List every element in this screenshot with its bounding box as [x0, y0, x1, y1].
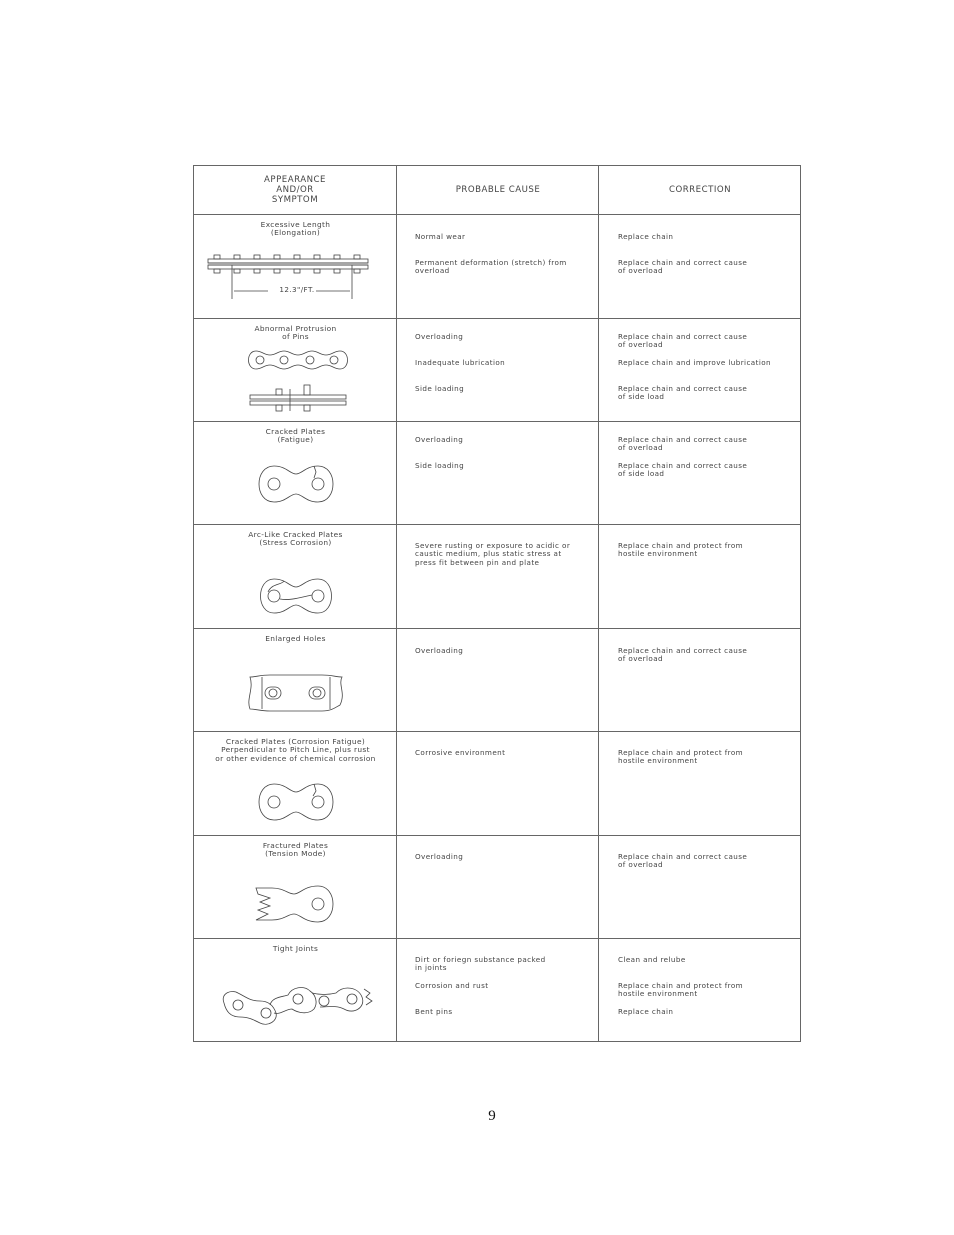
row-title: Arc-Like Cracked Plates (Stress Corrosion)	[248, 530, 343, 548]
cause-text: Permanent deformation (stretch) from overload	[415, 258, 567, 276]
row-title: Fractured Plates (Tension Mode)	[262, 841, 329, 859]
correction-text: Replace chain and correct cause of overload	[618, 852, 748, 870]
header-probable-cause: PROBABLE CAUSE	[455, 185, 541, 195]
cause-text: Overloading	[415, 852, 464, 861]
cause-text: Corrosion and rust	[415, 981, 489, 990]
elongated-chain-figure	[194, 245, 397, 305]
table-row-corrosion-fatigue	[194, 732, 800, 835]
fractured-plate-figure	[194, 880, 397, 928]
header-correction: CORRECTION	[668, 185, 732, 195]
cause-text: Side loading	[415, 461, 465, 470]
correction-text: Replace chain	[618, 232, 674, 241]
row-title: Excessive Length (Elongation)	[260, 220, 331, 238]
cause-text: Severe rusting or exposure to acidic or caustic medium, plus static stress at press fit between pin and plate	[415, 541, 571, 567]
correction-text: Replace chain and protect from hostile environment	[618, 748, 744, 766]
table-row-protrusion	[194, 319, 800, 421]
row-title: Enlarged Holes	[265, 634, 326, 643]
correction-text: Clean and relube	[618, 955, 686, 964]
correction-text: Replace chain and correct cause of overload	[618, 258, 748, 276]
correction-text: Replace chain	[618, 1007, 674, 1016]
cause-text: Inadequate lubrication	[415, 358, 506, 367]
correction-text: Replace chain and correct cause of overload	[618, 646, 748, 664]
correction-text: Replace chain and correct cause of side load	[618, 461, 748, 479]
protruding-pins-figure	[194, 345, 397, 415]
table-row-enlarged-holes	[194, 629, 800, 731]
page-number: 9	[488, 1108, 496, 1124]
correction-text: Replace chain and correct cause of overload	[618, 332, 748, 350]
correction-text: Replace chain and correct cause of side load	[618, 384, 748, 402]
cause-text: Dirt or foriegn substance packed in joints	[415, 955, 546, 973]
cause-text: Overloading	[415, 435, 464, 444]
elongation-measurement-label: 12.3"/FT.	[279, 285, 315, 294]
enlarged-holes-figure	[194, 669, 397, 719]
header-appearance: APPEARANCE AND/OR SYMPTOM	[264, 175, 326, 205]
row-title: Abnormal Protrusion of Pins	[254, 324, 337, 342]
row-title: Cracked Plates (Fatigue)	[265, 427, 326, 445]
troubleshooting-table	[193, 165, 801, 1042]
table-row-stress-corrosion	[194, 525, 800, 628]
tight-joints-chain-figure	[194, 975, 397, 1031]
table-row-elongation	[194, 215, 800, 318]
cause-text: Overloading	[415, 332, 464, 341]
correction-text: Replace chain and correct cause of overload	[618, 435, 748, 453]
row-title: Tight Joints	[272, 944, 319, 953]
table-row-tight-joints	[194, 939, 800, 1042]
cause-text: Side loading	[415, 384, 465, 393]
cause-text: Corrosive environment	[415, 748, 506, 757]
cause-text: Normal wear	[415, 232, 466, 241]
arc-cracked-plate-figure	[194, 575, 397, 619]
row-title: Cracked Plates (Corrosion Fatigue) Perpendicular to Pitch Line, plus rust or other evidence of chemical corrosion	[215, 737, 376, 763]
correction-text: Replace chain and protect from hostile environment	[618, 981, 744, 999]
table-row-fatigue	[194, 422, 800, 524]
cause-text: Overloading	[415, 646, 464, 655]
cause-text: Bent pins	[415, 1007, 453, 1016]
correction-text: Replace chain and improve lubrication	[618, 358, 771, 367]
cracked-plate-figure	[194, 460, 397, 510]
table-row-fractured-plates	[194, 836, 800, 938]
correction-text: Replace chain and protect from hostile environment	[618, 541, 744, 559]
corrosion-cracked-plate-figure	[194, 778, 397, 826]
